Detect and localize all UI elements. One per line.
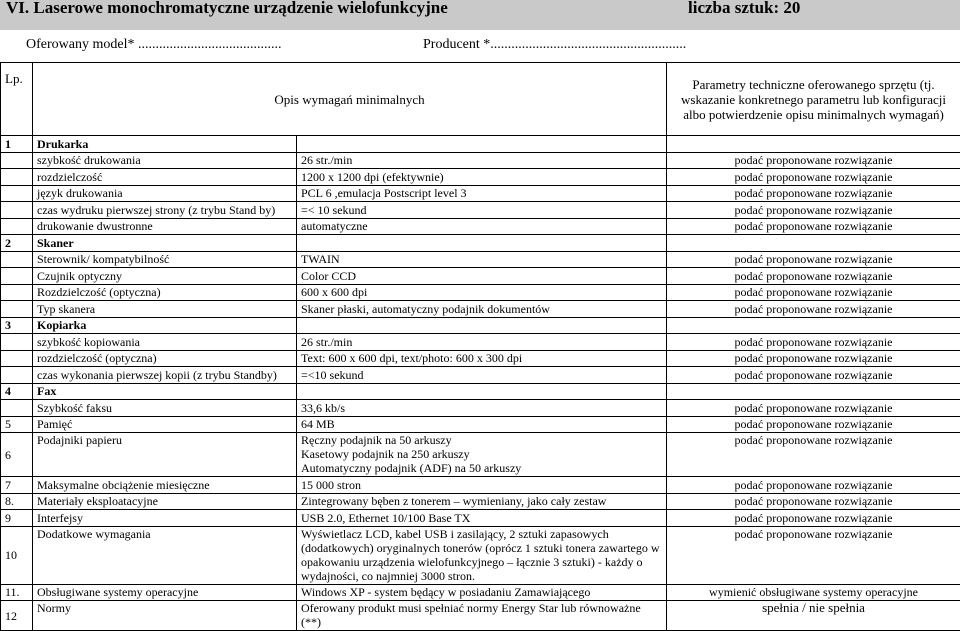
requirement-name: Sterownik/ kompatybilność: [33, 251, 297, 268]
requirement-name: szybkość kopiowania: [33, 334, 297, 351]
answer-cell: podać proponowane rozwiązanie: [667, 218, 960, 235]
empty-cell: [1, 350, 33, 367]
table-row: [1, 477, 960, 494]
requirement-value: 33,6 kb/s: [297, 400, 667, 417]
requirement-value: PCL 6 ,emulacja Postscript level 3: [297, 185, 667, 202]
requirement-value: 26 str./min: [297, 152, 667, 169]
requirement-name: czas wykonania pierwszej kopii (z trybu Standby): [33, 367, 297, 384]
requirement-value: Text: 600 x 600 dpi, text/photo: 600 x 300 dpi: [297, 350, 667, 367]
empty-cell: [1, 218, 33, 235]
table-row: [1, 433, 960, 477]
table-row: [1, 169, 960, 186]
requirement-value: 15 000 stron: [297, 477, 667, 494]
section-name: Kopiarka: [33, 317, 297, 334]
empty-cell: [297, 235, 667, 252]
answer-cell: podać proponowane rozwiązanie: [667, 477, 960, 494]
requirement-value: 600 x 600 dpi: [297, 284, 667, 301]
requirement-value: USB 2.0, Ethernet 10/100 Base TX: [297, 510, 667, 527]
empty-cell: [1, 334, 33, 351]
requirement-name: Normy: [33, 601, 297, 631]
requirement-name: język drukowania: [33, 185, 297, 202]
section-row: [1, 317, 960, 334]
producer-field-label: Producent *........................................................: [423, 37, 686, 53]
table-row: [1, 251, 960, 268]
requirement-value: 64 MB: [297, 416, 667, 433]
requirement-name: drukowanie dwustronne: [33, 218, 297, 235]
table-row: [1, 334, 960, 351]
answer-cell: podać proponowane rozwiązanie: [667, 334, 960, 351]
answer-cell: podać proponowane rozwiązanie: [667, 185, 960, 202]
answer-cell: podać proponowane rozwiązanie: [667, 350, 960, 367]
requirement-name: czas wydruku pierwszej strony (z trybu Stand by): [33, 202, 297, 219]
table-row: [1, 185, 960, 202]
empty-cell: [1, 169, 33, 186]
answer-cell: podać proponowane rozwiązanie: [667, 416, 960, 433]
table-row: [1, 510, 960, 527]
requirement-value: automatyczne: [297, 218, 667, 235]
answer-cell: podać proponowane rozwiązanie: [667, 433, 960, 477]
section-row: [1, 235, 960, 252]
answer-cell: spełnia / nie spełnia: [667, 601, 960, 631]
requirement-name: Rozdzielczość (optyczna): [33, 284, 297, 301]
section-number: 2: [1, 235, 33, 252]
answer-cell: podać proponowane rozwiązanie: [667, 526, 960, 584]
empty-cell: [1, 185, 33, 202]
empty-cell: [1, 152, 33, 169]
requirements-table: [0, 62, 960, 631]
requirement-value: Oferowany produkt musi spełniać normy Energy Star lub równoważne (**): [297, 601, 667, 631]
section-number: 4: [1, 383, 33, 400]
table-row: [1, 584, 960, 601]
section-name: Drukarka: [33, 136, 297, 153]
table-row: [1, 152, 960, 169]
requirement-value: 1200 x 1200 dpi (efektywnie): [297, 169, 667, 186]
answer-cell: podać proponowane rozwiązanie: [667, 202, 960, 219]
table-row: [1, 301, 960, 318]
requirement-value: =<10 sekund: [297, 367, 667, 384]
table-row: [1, 268, 960, 285]
row-number: 10: [1, 526, 33, 584]
requirement-name: Szybkość faksu: [33, 400, 297, 417]
table-row: [1, 367, 960, 384]
requirement-value: =< 10 sekund: [297, 202, 667, 219]
requirement-name: Typ skanera: [33, 301, 297, 318]
empty-cell: [1, 400, 33, 417]
answer-cell: podać proponowane rozwiązanie: [667, 251, 960, 268]
empty-cell: [1, 251, 33, 268]
row-number: 8.: [1, 493, 33, 510]
empty-cell: [1, 301, 33, 318]
table-row: [1, 526, 960, 584]
requirement-name: Interfejsy: [33, 510, 297, 527]
requirement-value: Zintegrowany bęben z tonerem – wymieniany, jako cały zestaw: [297, 493, 667, 510]
answer-cell: podać proponowane rozwiązanie: [667, 152, 960, 169]
empty-cell: [667, 317, 960, 334]
table-row: [1, 284, 960, 301]
empty-cell: [667, 235, 960, 252]
row-number: 6: [1, 433, 33, 477]
row-number: 12: [1, 601, 33, 631]
requirement-name: Podajniki papieru: [33, 433, 297, 477]
requirement-name: rozdzielczość (optyczna): [33, 350, 297, 367]
lp-header: Lp.: [1, 63, 33, 136]
requirement-value: Color CCD: [297, 268, 667, 285]
requirement-value: Windows XP - system będący w posiadaniu Zamawiającego: [297, 584, 667, 601]
requirements-header: Opis wymagań minimalnych: [33, 63, 667, 136]
empty-cell: [667, 136, 960, 153]
empty-cell: [1, 367, 33, 384]
requirement-value: 26 str./min: [297, 334, 667, 351]
answer-cell: podać proponowane rozwiązanie: [667, 169, 960, 186]
requirement-value: Ręczny podajnik na 50 arkuszy Kasetowy podajnik na 250 arkuszy Automatyczny podajnik (ADF) na 50 arkuszy: [297, 433, 667, 477]
requirement-name: Dodatkowe wymagania: [33, 526, 297, 584]
answer-cell: podać proponowane rozwiązanie: [667, 400, 960, 417]
section-number: 1: [1, 136, 33, 153]
section-name: Skaner: [33, 235, 297, 252]
empty-cell: [667, 383, 960, 400]
answer-cell: podać proponowane rozwiązanie: [667, 301, 960, 318]
requirement-value: TWAIN: [297, 251, 667, 268]
header-bar: [0, 0, 960, 30]
answer-cell: podać proponowane rozwiązanie: [667, 510, 960, 527]
answer-cell: wymienić obsługiwane systemy operacyjne: [667, 584, 960, 601]
requirement-name: Pamięć: [33, 416, 297, 433]
requirement-name: Obsługiwane systemy operacyjne: [33, 584, 297, 601]
requirement-value: Wyświetlacz LCD, kabel USB i zasilający, 2 sztuki zapasowych (dodatkowych) oryginalnych tonerów (oprócz 1 sztuki tonera zawartego w opakowaniu urządzenia wielofunkcyjnego – łącznie 3 sztuki) - każdy o wydajności, co najmniej 3000 stron.: [297, 526, 667, 584]
section-number: 3: [1, 317, 33, 334]
model-field-label: Oferowany model* .........................................: [26, 37, 281, 53]
table-row: [1, 493, 960, 510]
empty-cell: [297, 383, 667, 400]
requirement-name: Maksymalne obciążenie miesięczne: [33, 477, 297, 494]
section-row: [1, 136, 960, 153]
row-number: 11.: [1, 584, 33, 601]
table-row: [1, 601, 960, 631]
table-header-row: [1, 63, 960, 136]
requirement-name: Materiały eksploatacyjne: [33, 493, 297, 510]
requirement-value: Skaner płaski, automatyczny podajnik dokumentów: [297, 301, 667, 318]
table-row: [1, 218, 960, 235]
table-row: [1, 416, 960, 433]
requirement-name: Czujnik optyczny: [33, 268, 297, 285]
answer-cell: podać proponowane rozwiązanie: [667, 284, 960, 301]
table-row: [1, 350, 960, 367]
section-name: Fax: [33, 383, 297, 400]
answer-cell: podać proponowane rozwiązanie: [667, 268, 960, 285]
table-row: [1, 400, 960, 417]
parameters-header: Parametry techniczne oferowanego sprzętu (tj. wskazanie konkretnego parametru lub konfiguracji albo potwierdzenie opisu minimalnych wymagań): [667, 63, 960, 136]
requirement-name: rozdzielczość: [33, 169, 297, 186]
document-title: VI. Laserowe monochromatyczne urządzenie wielofunkcyjne: [6, 0, 448, 18]
requirement-name: szybkość drukowania: [33, 152, 297, 169]
empty-cell: [1, 284, 33, 301]
quantity-label: liczba sztuk: 20: [688, 0, 800, 18]
row-number: 5: [1, 416, 33, 433]
row-number: 7: [1, 477, 33, 494]
empty-cell: [1, 202, 33, 219]
row-number: 9: [1, 510, 33, 527]
empty-cell: [297, 136, 667, 153]
answer-cell: podać proponowane rozwiązanie: [667, 367, 960, 384]
answer-cell: podać proponowane rozwiązanie: [667, 493, 960, 510]
section-row: [1, 383, 960, 400]
empty-cell: [1, 268, 33, 285]
empty-cell: [297, 317, 667, 334]
table-row: [1, 202, 960, 219]
